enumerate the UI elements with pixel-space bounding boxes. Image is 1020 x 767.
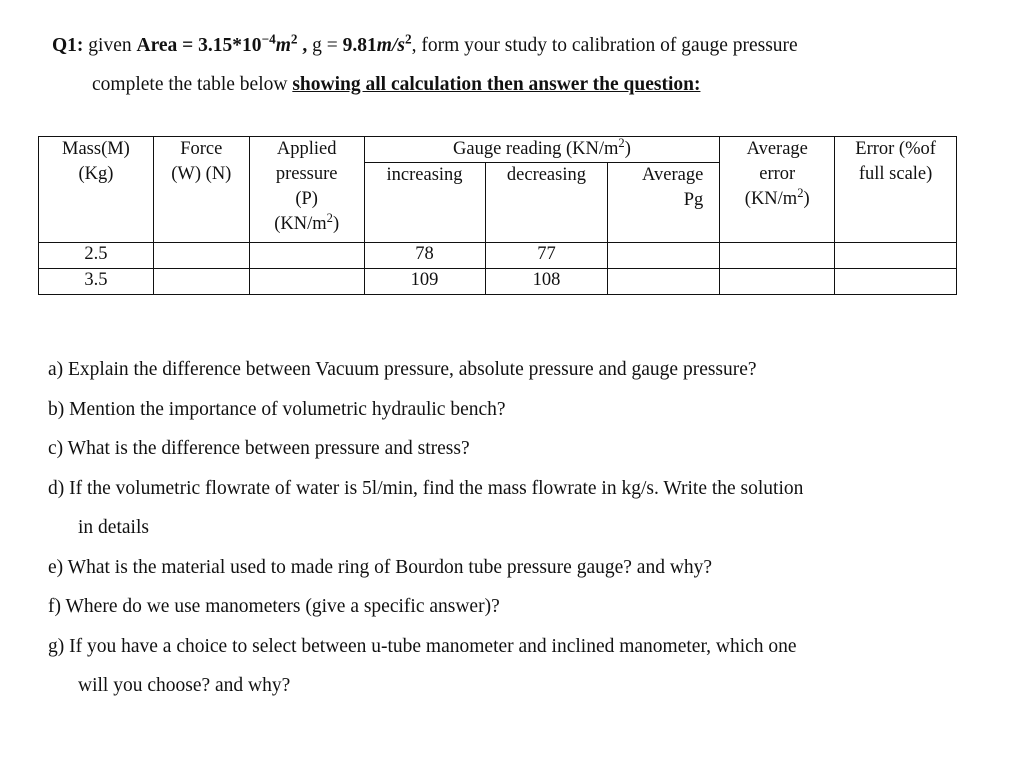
- header-increasing: increasing: [364, 163, 485, 243]
- calibration-table: [38, 136, 957, 295]
- header-mass: Mass(M) (Kg): [39, 137, 154, 243]
- area-label: Area: [136, 35, 178, 56]
- header-tail: , form your study to calibration of gauge pressure: [411, 35, 798, 56]
- separator: ,: [297, 35, 308, 56]
- question-c: c) What is the difference between pressure and stress?: [48, 438, 470, 459]
- header-average-pg: Average Pg: [608, 163, 720, 243]
- cell-decreasing: 77: [485, 243, 608, 269]
- g-unit: m/s: [376, 35, 405, 56]
- question-number: Q1:: [52, 35, 84, 56]
- header-force: Force (W) (N): [153, 137, 249, 243]
- g-value: 9.81: [342, 35, 377, 56]
- instruction-plain: complete the table below: [92, 74, 293, 95]
- cell-average: [608, 243, 720, 269]
- header-gauge-reading: Gauge reading $(KN/m^2)$: [364, 137, 720, 163]
- g-unit-exponent: 2: [404, 31, 412, 47]
- header-error-percent: Error (%of full scale): [835, 137, 957, 243]
- cell-increasing: 109: [364, 269, 485, 295]
- cell-increasing: 78: [364, 243, 485, 269]
- question-g-continuation: will you choose? and why?: [78, 675, 291, 696]
- cell-mass: 2.5: [39, 243, 154, 269]
- table-row: [39, 269, 957, 295]
- cell-force: [153, 243, 249, 269]
- instruction-underlined: showing all calculation then answer the question:: [292, 74, 701, 95]
- instruction-line: [92, 75, 700, 95]
- area-unit: m: [275, 35, 291, 56]
- cell-applied: [249, 243, 364, 269]
- header-decreasing: decreasing: [485, 163, 608, 243]
- cell-error-percent: [835, 269, 957, 295]
- cell-applied: [249, 269, 364, 295]
- cell-force: [153, 269, 249, 295]
- cell-average: [608, 269, 720, 295]
- question-d: d) If the volumetric flowrate of water is 5l/min, find the mass flowrate in kg/s. Write the solution in details: [48, 469, 958, 548]
- cell-average-error: [720, 243, 835, 269]
- cell-average-error: [720, 269, 835, 295]
- header-applied-pressure: Applied pressure (P) $(KN/m^2)$: [249, 137, 364, 243]
- table-header-row: [39, 137, 957, 163]
- g-equation: g =: [307, 35, 343, 56]
- area-unit-exponent: 2: [290, 31, 298, 47]
- given-word: given: [88, 35, 132, 56]
- question-header-line: [52, 31, 798, 56]
- question-b: b) Mention the importance of volumetric hydraulic bench?: [48, 398, 506, 420]
- question-f: f) Where do we use manometers (give a specific answer)?: [48, 596, 500, 617]
- cell-error-percent: [835, 243, 957, 269]
- question-d-continuation: in details: [78, 517, 149, 538]
- cell-decreasing: 108: [485, 269, 608, 295]
- question-e: e) What is the material used to made ring of Bourdon tube pressure gauge? and why?: [48, 556, 713, 578]
- header-average-error: Average error $(KN/m^2)$: [720, 137, 835, 243]
- question-a: a) Explain the difference between Vacuum pressure, absolute pressure and gauge pressure?: [48, 359, 757, 380]
- cell-mass: 3.5: [39, 269, 154, 295]
- question-list: [48, 350, 958, 706]
- table-row: [39, 243, 957, 269]
- question-g: g) If you have a choice to select between u-tube manometer and inclined manometer, which one will you choose? and why?: [48, 627, 958, 706]
- area-equation: = 3.15*10: [177, 35, 262, 56]
- area-exponent: −4: [261, 31, 276, 47]
